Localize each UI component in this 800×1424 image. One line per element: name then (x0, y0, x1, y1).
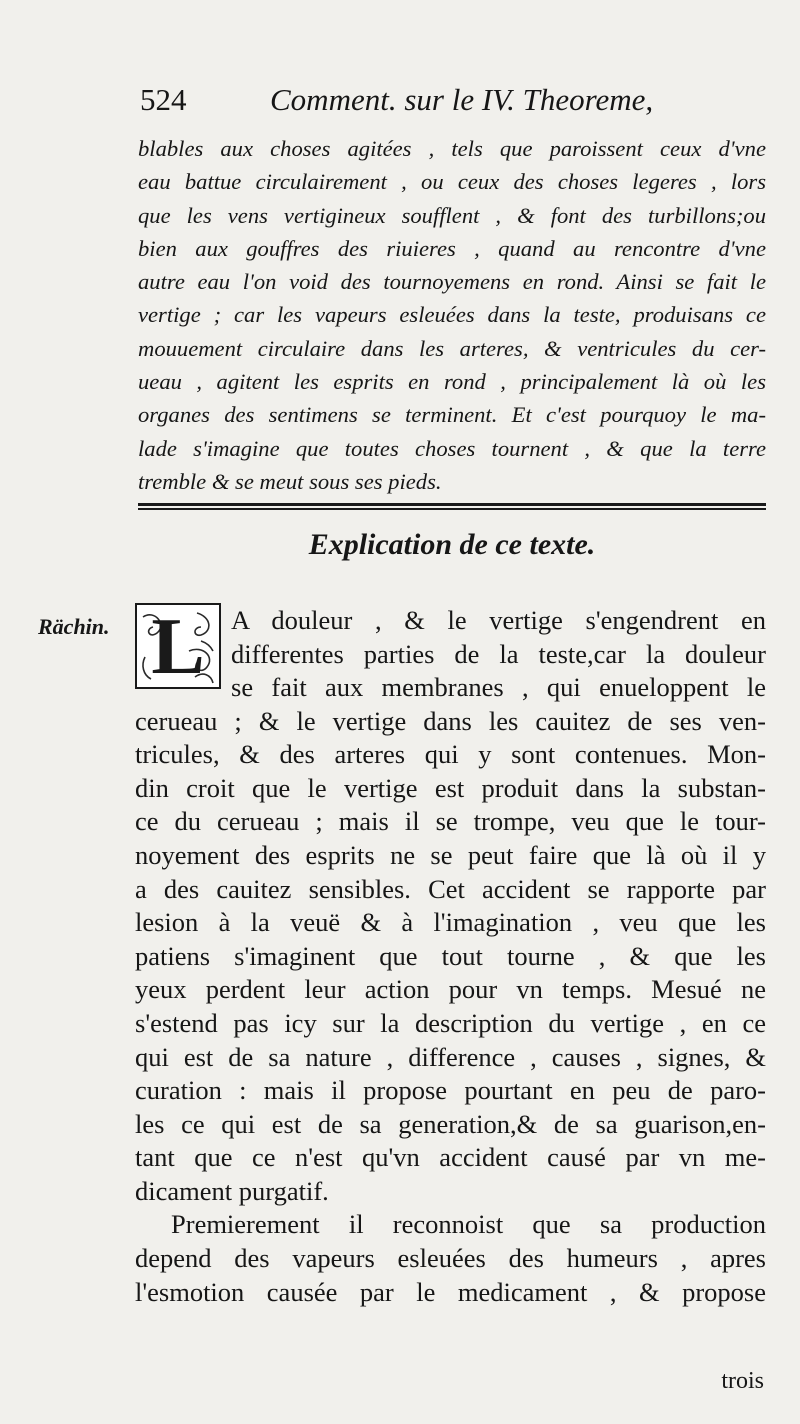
italic-line: autre eau l'on void des tournoyemens en rond. Ainsi se fait le (138, 269, 766, 295)
running-head (140, 82, 760, 126)
page-number: 524 (140, 82, 187, 117)
body-line: Premierement il reconnoist que sa production (171, 1209, 766, 1240)
body-line: din croit que le vertige est produit dans la substan- (135, 772, 766, 803)
body-line: curation : mais il propose pourtant en peu de paro- (135, 1075, 766, 1106)
italic-line: lade s'imagine que toutes choses tournent , & que la terre (138, 435, 766, 461)
italic-text-block (138, 132, 766, 498)
italic-line: vertige ; car les vapeurs esleuées dans la teste, produisans ce (138, 302, 766, 328)
body-line: cerueau ; & le vertige dans les cauitez de ses ven- (135, 705, 766, 736)
body-text (135, 604, 766, 1309)
body-line: A douleur , & le vertige s'engendrent en (231, 605, 766, 635)
italic-line: mouuement circulaire dans les arteres, & ventricules du cer- (138, 335, 766, 361)
body-line: yeux perdent leur action pour vn temps. Mesué ne (135, 974, 766, 1005)
italic-line: tremble & se meut sous ses pieds. (138, 468, 442, 494)
margin-note: Rächin. (38, 614, 110, 639)
body-line: noyement des esprits ne se peut faire que là où il y (135, 840, 766, 871)
italic-line: blables aux choses agitées , tels que paroissent ceux d'vne (138, 136, 766, 161)
body-line: tricules, & des arteres qui y sont contenues. Mon- (135, 739, 766, 770)
body-line: ce du cerueau ; mais il se trompe, veu que le tour- (135, 806, 766, 837)
body-line: tant que ce n'est qu'vn accident causé par vn me- (135, 1142, 766, 1173)
section-divider-rule (138, 503, 766, 510)
body-line: depend des vapeurs esleuées des humeurs , apres (135, 1242, 766, 1273)
italic-line: bien aux gouffres des riuieres , quand au rencontre d'vne (138, 235, 766, 261)
body-line: qui est de sa nature , difference , causes , signes, & (135, 1041, 766, 1072)
body-line: patiens s'imaginent que tout tourne , & que les (135, 940, 766, 971)
body-line: les ce qui est de sa generation,& de sa guarison,en- (135, 1108, 766, 1139)
drop-cap-letter: L (151, 603, 205, 691)
running-title: Comment. sur le IV. Theoreme, (270, 82, 654, 117)
catchword: trois (721, 1368, 764, 1394)
body-line: lesion à la veuë & à l'imagination , veu que les (135, 907, 766, 938)
italic-line: organes des sentimens se terminent. Et c'est pourquoy le ma- (138, 402, 766, 428)
italic-line: que les vens vertigineux soufflent , & font des turbillons;ou (138, 202, 766, 228)
body-line: se fait aux membranes , qui enueloppent le (231, 672, 766, 703)
body-line: dicament purgatif. (135, 1175, 329, 1206)
italic-line: ueau , agitent les esprits en rond , principalement là où les (138, 369, 766, 395)
italic-line: eau battue circulairement , ou ceux des choses legeres , lors (138, 169, 766, 195)
body-line: a des cauitez sensibles. Cet accident se rapporte par (135, 873, 766, 904)
section-heading: Explication de ce texte. (308, 528, 596, 561)
body-line: differentes parties de la teste,car la douleur (231, 638, 766, 669)
body-line: s'estend pas icy sur la description du vertige , en ce (135, 1007, 766, 1038)
body-line: l'esmotion causée par le medicament , & propose (135, 1276, 766, 1307)
